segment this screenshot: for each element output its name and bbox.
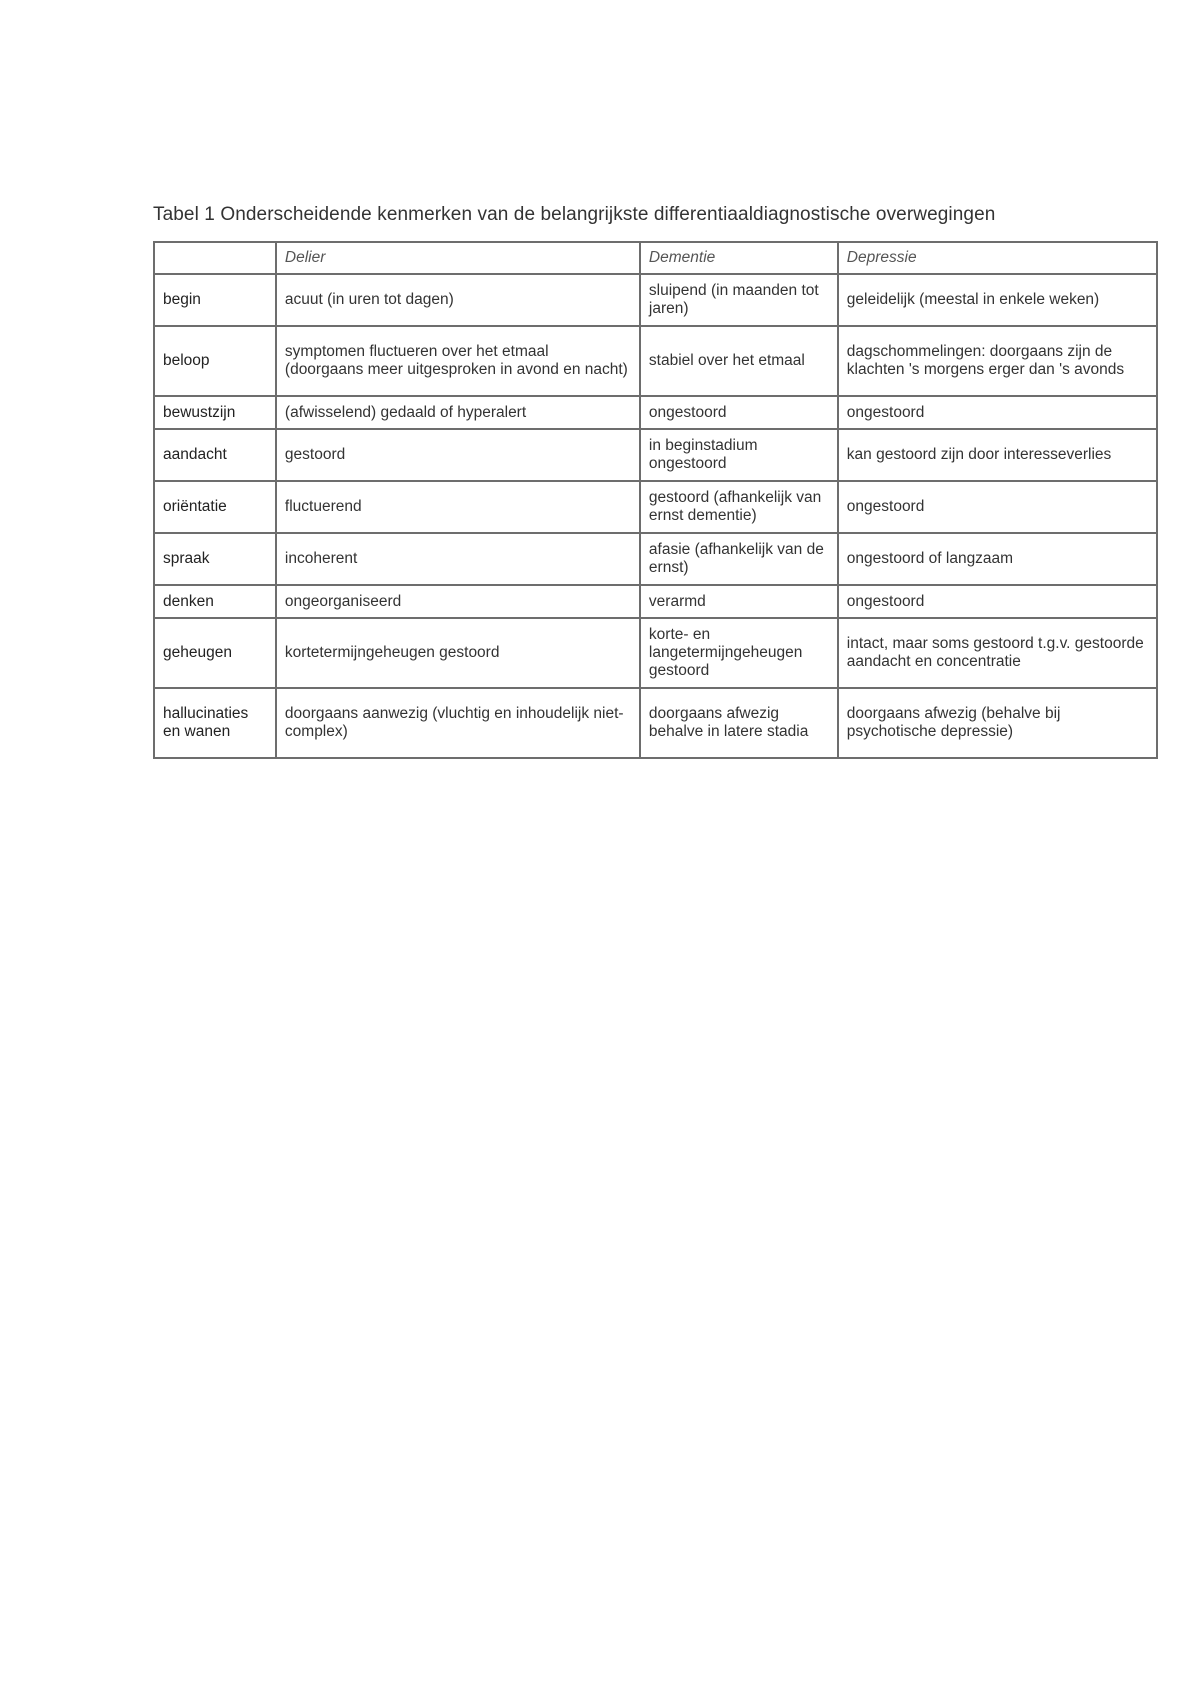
table-cell: kortetermijngeheugen gestoord xyxy=(276,618,640,688)
table-row xyxy=(154,533,1157,585)
table-cell: symptomen fluctueren over het etmaal (doorgaans meer uitgesproken in avond en nacht) xyxy=(276,326,640,396)
table-row xyxy=(154,688,1157,758)
table-cell: ongeorganiseerd xyxy=(276,585,640,618)
table-cell: sluipend (in maanden tot jaren) xyxy=(640,274,838,326)
table-cell: ongestoord xyxy=(838,585,1157,618)
row-label: aandacht xyxy=(154,429,276,481)
table-row xyxy=(154,396,1157,429)
table-cell: fluctuerend xyxy=(276,481,640,533)
table-cell: (afwisselend) gedaald of hyperalert xyxy=(276,396,640,429)
table-cell: korte- en langetermijngeheugen gestoord xyxy=(640,618,838,688)
table-cell: gestoord (afhankelijk van ernst dementie) xyxy=(640,481,838,533)
table-row xyxy=(154,585,1157,618)
table-cell: ongestoord xyxy=(640,396,838,429)
table-caption: Tabel 1 Onderscheidende kenmerken van de belangrijkste differentiaaldiagnostische overwegingen xyxy=(153,204,996,225)
table-row xyxy=(154,618,1157,688)
header-cell-empty xyxy=(154,242,276,274)
row-label: bewustzijn xyxy=(154,396,276,429)
table-cell: doorgaans afwezig behalve in latere stadia xyxy=(640,688,838,758)
header-cell-depressie: Depressie xyxy=(838,242,1157,274)
table-cell: afasie (afhankelijk van de ernst) xyxy=(640,533,838,585)
table-cell: doorgaans afwezig (behalve bij psychotische depressie) xyxy=(838,688,1157,758)
table-cell: in beginstadium ongestoord xyxy=(640,429,838,481)
row-label: oriëntatie xyxy=(154,481,276,533)
table-header-row xyxy=(154,242,1157,274)
header-cell-delier: Delier xyxy=(276,242,640,274)
table-cell: ongestoord of langzaam xyxy=(838,533,1157,585)
row-label: begin xyxy=(154,274,276,326)
header-cell-dementie: Dementie xyxy=(640,242,838,274)
row-label: spraak xyxy=(154,533,276,585)
table-cell: intact, maar soms gestoord t.g.v. gestoorde aandacht en concentratie xyxy=(838,618,1157,688)
table-cell: dagschommelingen: doorgaans zijn de klachten 's morgens erger dan 's avonds xyxy=(838,326,1157,396)
table-cell: acuut (in uren tot dagen) xyxy=(276,274,640,326)
table-cell: geleidelijk (meestal in enkele weken) xyxy=(838,274,1157,326)
row-label: denken xyxy=(154,585,276,618)
table-row xyxy=(154,481,1157,533)
table-row xyxy=(154,274,1157,326)
table-cell: ongestoord xyxy=(838,396,1157,429)
differential-diagnosis-table xyxy=(153,241,1158,759)
table-cell: stabiel over het etmaal xyxy=(640,326,838,396)
table-cell: gestoord xyxy=(276,429,640,481)
table-cell: verarmd xyxy=(640,585,838,618)
table-cell: ongestoord xyxy=(838,481,1157,533)
table-row xyxy=(154,429,1157,481)
table-row xyxy=(154,326,1157,396)
row-label: hallucinaties en wanen xyxy=(154,688,276,758)
table-cell: incoherent xyxy=(276,533,640,585)
table-cell: kan gestoord zijn door interesseverlies xyxy=(838,429,1157,481)
table-cell: doorgaans aanwezig (vluchtig en inhoudelijk niet-complex) xyxy=(276,688,640,758)
row-label: beloop xyxy=(154,326,276,396)
row-label: geheugen xyxy=(154,618,276,688)
